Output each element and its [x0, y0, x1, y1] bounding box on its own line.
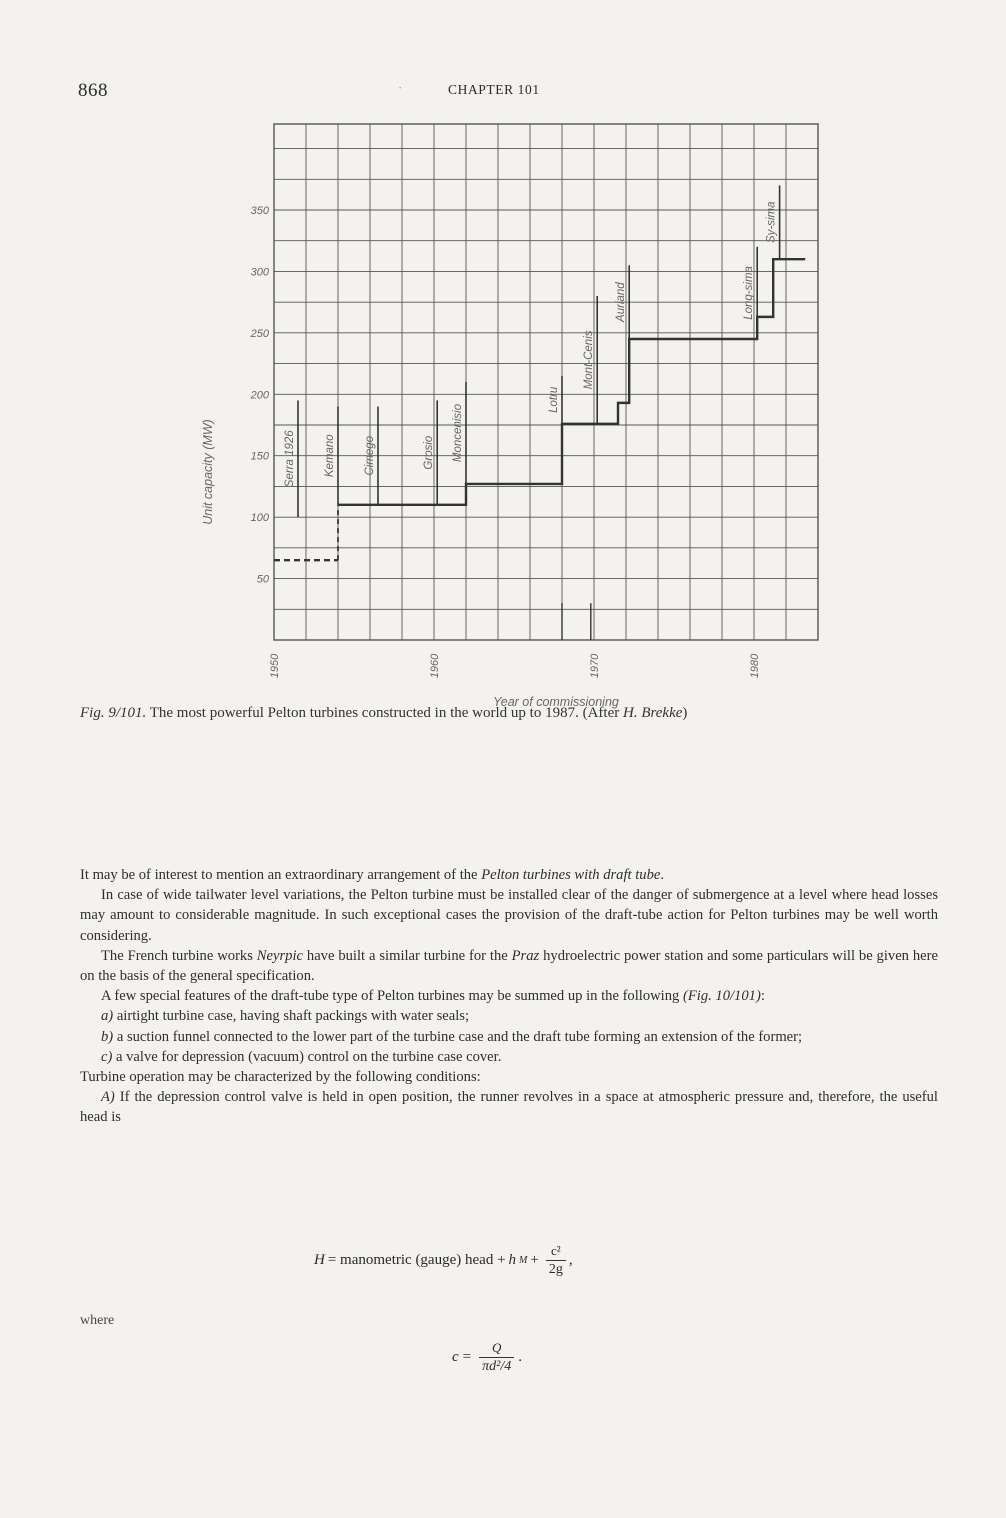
annotation-label: Long-sima — [743, 266, 756, 320]
paragraph-6: A) If the depression control valve is held in open position, the runner revolves in a space at atmospheric pressure and, therefore, the useful head is — [80, 1089, 938, 1126]
y-tick-label: 250 — [250, 327, 269, 340]
x-tick-label: 1980 — [749, 653, 761, 679]
list-item-b: b) a suction funnel connected to the lower part of the turbine case and the draft tube forming an extension of the former; — [101, 1028, 803, 1045]
paragraph-5: Turbine operation may be characterized by the following conditions: — [80, 1069, 481, 1086]
chart-frame — [274, 124, 818, 640]
capacity-chart — [0, 0, 1006, 720]
paragraph-1: It may be of interest to mention an extraordinary arrangement of the Pelton turbines with draft tube. — [80, 867, 665, 883]
header-ornament: · — [398, 80, 403, 95]
x-tick-label: 1960 — [429, 653, 441, 679]
annotation-label: Sy-sima — [765, 201, 778, 244]
paragraph-2: In case of wide tailwater level variations, the Pelton turbine must be installed clear of the danger of submergence at a level where head losses may amount to considerable magnitude. In such exceptional cases the provision of the draft-tube action for Pelton turbines may be well worth considering. — [80, 887, 938, 944]
series-line-record — [338, 259, 805, 505]
x-axis-label: Year of commissioning — [493, 695, 619, 709]
chart-series — [274, 259, 805, 560]
caption-author: H. Brekke — [622, 705, 683, 721]
list-item-c: c) a valve for depression (vacuum) control on the turbine case cover. — [101, 1048, 502, 1065]
y-tick-label: 300 — [250, 266, 269, 279]
x-tick-label: 1950 — [269, 653, 281, 679]
body-text — [80, 865, 938, 1128]
annotation-label: Kemano — [324, 434, 336, 478]
caption-text: The most powerful Pelton turbines constructed in the world up to 1987. (After — [149, 705, 620, 721]
paragraph-4: A few special features of the draft-tube type of Pelton turbines may be summed up in the following (Fig. 10/101): — [101, 988, 765, 1005]
x-tick-label: 1970 — [589, 653, 601, 679]
y-tick-label: 200 — [250, 389, 269, 402]
caption-close: ) — [682, 705, 688, 721]
formula-velocity: c = $\frac{Q}{\text{πd²/4}}$ . — [452, 1340, 522, 1374]
annotation-label: Moncenisio — [452, 403, 464, 463]
caption-label: Fig. 9/101. — [80, 705, 147, 721]
y-tick-label: 100 — [250, 512, 269, 525]
annotation-label: Aurland — [615, 282, 628, 322]
where-label: where — [80, 1313, 115, 1328]
y-axis-label: Unit capacity (MW) — [201, 419, 215, 525]
annotation-label: Serra 1926 — [284, 430, 296, 488]
chapter-title: CHAPTER 101 — [448, 82, 540, 97]
list-item-a: a) airtight turbine case, having shaft packings with water seals; — [101, 1008, 469, 1025]
paragraph-3: The French turbine works Neyrpic have built a similar turbine for the Praz hydroelectric power station and some particulars will be given here on the basis of the general specification. — [80, 947, 938, 985]
annotation-label: Cimego — [364, 435, 376, 476]
y-tick-label: 50 — [256, 573, 269, 586]
chart-grid — [274, 124, 818, 640]
annotation-label: Lotru — [548, 386, 560, 413]
annotation-label: Mont-Cenis — [583, 330, 596, 390]
figure-caption — [80, 705, 940, 722]
chart-annotations — [284, 185, 780, 640]
formula-useful-head: H = manometric (gauge) head + h M + $\frac{\text{c²}}{2g}$ , — [314, 1243, 573, 1277]
page-number: 868 — [78, 80, 108, 101]
y-tick-label: 350 — [250, 205, 269, 217]
annotation-label: Grosio — [423, 435, 436, 470]
y-tick-label: 150 — [250, 450, 269, 463]
